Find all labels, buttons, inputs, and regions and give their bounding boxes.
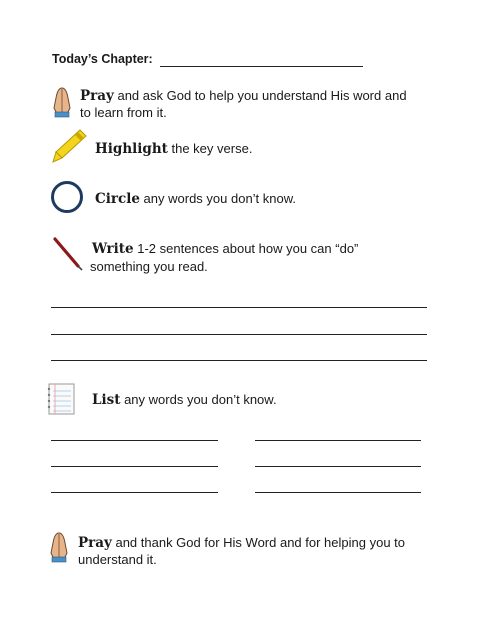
highlighter-icon (50, 128, 88, 164)
write-step-line2: something you read. (90, 259, 208, 274)
chapter-input-line[interactable] (160, 66, 363, 67)
chapter-label: Today’s Chapter: (52, 52, 153, 66)
list-line[interactable] (51, 492, 218, 493)
praying-hands-icon (47, 531, 71, 563)
praying-hands-icon (50, 86, 74, 118)
pray-keyword: Pray (78, 535, 112, 551)
pray-step-line2: to learn from it. (80, 105, 167, 120)
list-line[interactable] (255, 440, 421, 441)
circle-icon (50, 180, 84, 214)
list-line[interactable] (51, 440, 218, 441)
list-step: List any words you don’t know. (92, 392, 277, 408)
writing-line[interactable] (51, 334, 427, 335)
circle-step: Circle any words you don’t know. (95, 191, 297, 207)
list-line[interactable] (51, 466, 218, 467)
circle-keyword: Circle (95, 191, 140, 207)
notepad-icon (45, 382, 77, 416)
list-line[interactable] (255, 466, 421, 467)
pray-thanks-step-line2: understand it. (78, 552, 157, 567)
write-keyword: Write (92, 241, 134, 257)
pen-icon (52, 236, 84, 272)
list-keyword: List (92, 392, 121, 408)
write-step-line1: Write 1-2 sentences about how you can “do” (92, 241, 359, 257)
writing-line[interactable] (51, 360, 427, 361)
pray-keyword: Pray (80, 88, 114, 104)
list-line[interactable] (255, 492, 421, 493)
pray-step-line1: Pray and ask God to help you understand His word and (80, 88, 407, 104)
writing-line[interactable] (51, 307, 427, 308)
pray-thanks-step-line1: Pray and thank God for His Word and for helping you to (78, 535, 406, 551)
highlight-step: Highlight the key verse. (95, 141, 253, 157)
highlight-keyword: Highlight (95, 141, 168, 157)
